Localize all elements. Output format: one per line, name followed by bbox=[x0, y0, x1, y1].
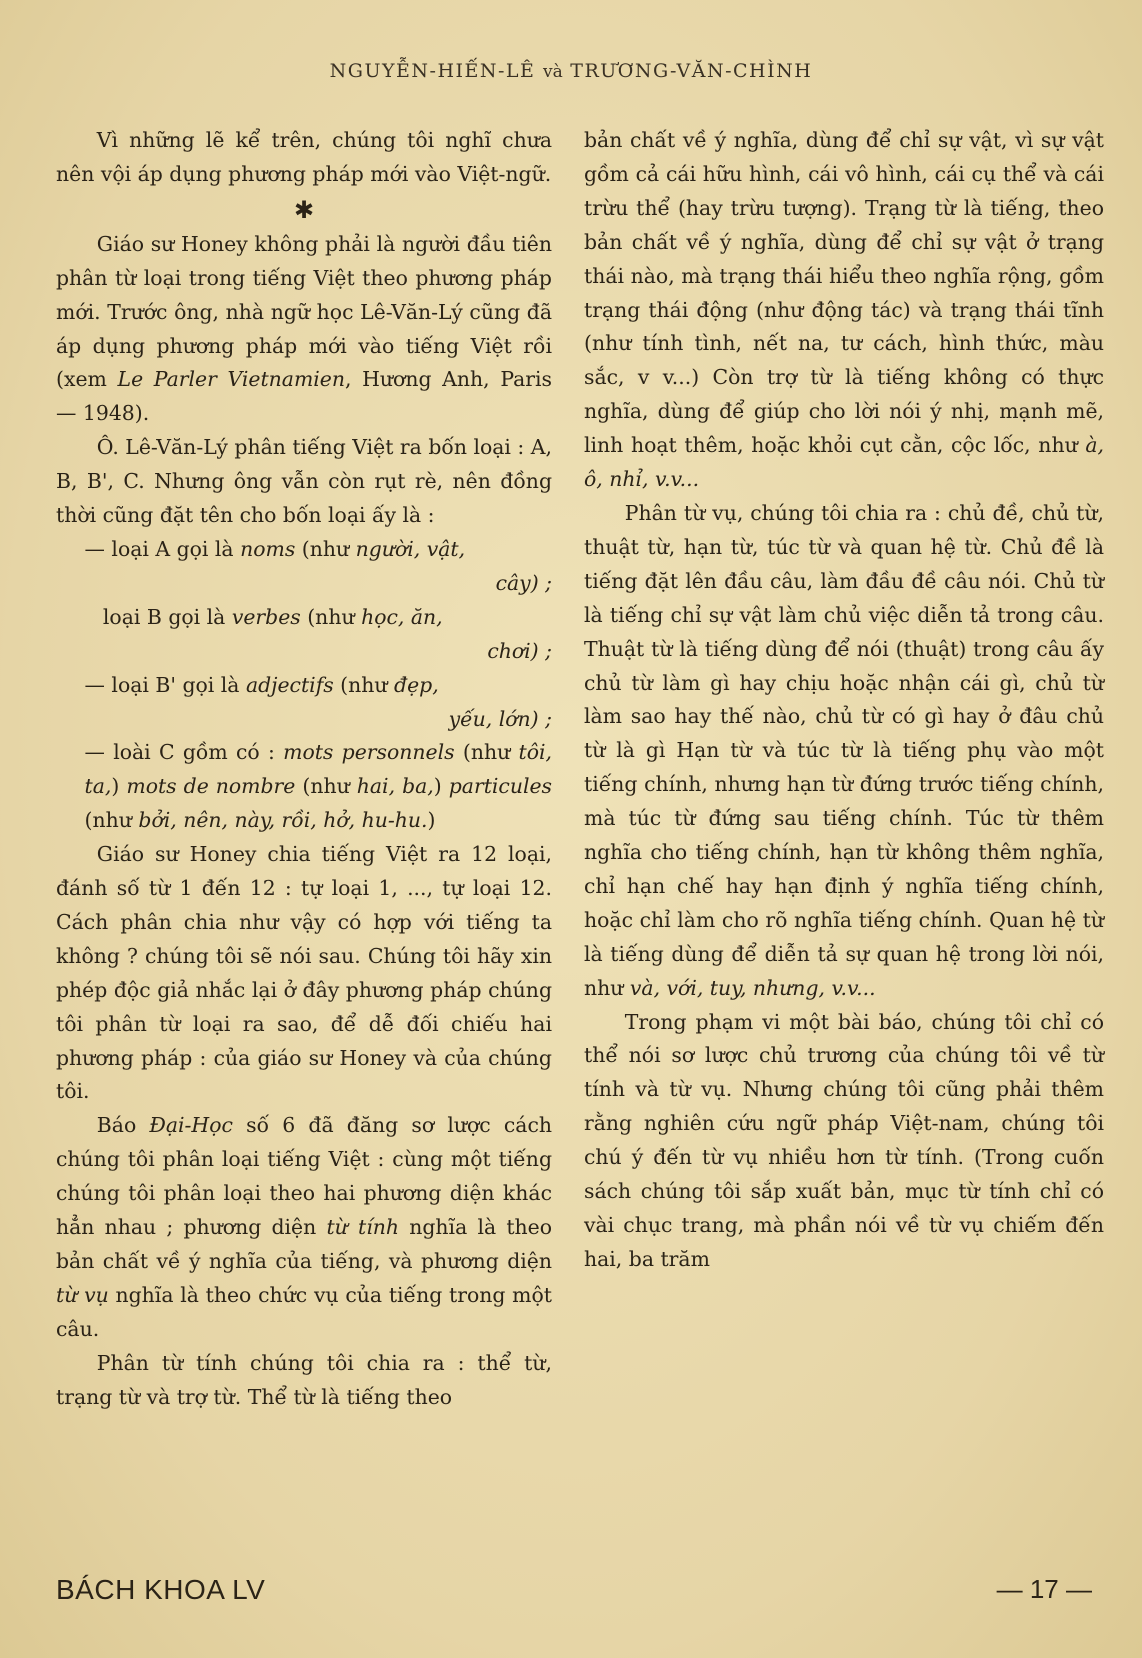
paragraph: Trong phạm vi một bài báo, chúng tôi chỉ có thể nói sơ lược chủ trương của chúng tôi về từ tính và từ vụ. Nhưng chúng tôi cũng phải thêm rằng nghiên cứu ngữ pháp Việt-nam, chúng tôi chú ý đến từ vụ nhiều hơn từ tính. (Trong cuốn sách chúng tôi sắp xuất bản, mục từ tính chỉ có vài chục trang, mà phần nói về từ vụ chiếm đến hai, ba trăm bbox=[584, 1009, 1104, 1271]
paragraph: Phân từ tính chúng tôi chia ra : thể từ, trạng từ và trợ từ. Thể từ là tiếng theo bbox=[56, 1350, 552, 1409]
paragraph: Phân từ vụ, chúng tôi chia ra : chủ đề, chủ từ, thuật từ, hạn từ, túc từ và quan hệ từ. Chủ đề là tiếng đặt lên đầu câu, làm đầu đề câu nói. Chủ từ là tiếng chỉ sự vật làm chủ việc diễn tả trong câu. Thuật từ là tiếng dùng để nói (thuật) trong câu ấy chủ từ làm gì hay chịu hoặc nhận cái gì, chủ từ làm sao hay thế nào, chủ từ có gì hay ở đâu chủ từ là gì Hạn từ và túc từ là tiếng phụ vào một tiếng chính, nhưng hạn từ đứng trước tiếng chính, mà túc từ đứng sau tiếng chính. Túc từ thêm nghĩa cho tiếng chính, hạn từ không thêm nghĩa, chỉ hạn chế hay hạn định ý nghĩa tiếng chính, hoặc chỉ làm cho rõ nghĩa tiếng chính. Quan hệ từ là tiếng dùng để diễn tả sự quan hệ trong lời nói, như và, với, tuy, nhưng, v.v... bbox=[584, 500, 1104, 1000]
paragraph: Vì những lẽ kể trên, chúng tôi nghĩ chưa nên vội áp dụng phương pháp mới vào Việt-ngữ. bbox=[56, 128, 552, 186]
right-column bbox=[584, 124, 1104, 1277]
paragraph: Ô. Lê-Văn-Lý phân tiếng Việt ra bốn loại : A, B, B', C. Nhưng ông vẫn còn rụt rè, nên đồng thời cũng đặt tên cho bốn loại ấy là : bbox=[56, 435, 552, 528]
paragraph: Báo Đại-Học số 6 đã đăng sơ lược cách chúng tôi phân loại tiếng Việt : cùng một tiếng chúng tôi phân loại theo hai phương diện khác hẳn nhau ; phương diện từ tính nghĩa là theo bản chất về ý nghĩa của tiếng, và phương diện từ vụ nghĩa là theo chức vụ của tiếng trong một câu. bbox=[56, 1113, 553, 1341]
paragraph: Giáo sư Honey chia tiếng Việt ra 12 loại, đánh số từ 1 đến 12 : tự loại 1, ..., tự loại 12. Cách phân chia như vậy có hợp với tiếng ta không ? chúng tôi sẽ nói sau. Chúng tôi hãy xin phép độc giả nhắc lại ở đây phương pháp chúng tôi phân từ loại ra sao, để dễ đối chiếu hai phương pháp : của giáo sư Honey và của chúng tôi. bbox=[56, 842, 552, 1104]
header-author2: TRƯƠNG-VĂN-CHÌNH bbox=[570, 60, 813, 82]
left-column bbox=[56, 124, 552, 1415]
magazine-name: BÁCH KHOA LV bbox=[56, 1574, 266, 1605]
page-number: — 17 — bbox=[996, 1574, 1092, 1604]
list-item: — loài C gồm có : mots personnels (như tôi, ta,) mots de nombre (như hai, ba,) particules (như bởi, nên, này, rồi, hở, hu-hu.) bbox=[84, 740, 553, 833]
list-item: loại B gọi là verbes (như học, ăn, bbox=[102, 604, 443, 629]
list-item-cont: chơi) ; bbox=[487, 638, 552, 663]
list-item: — loại B' gọi là adjectifs (như đẹp, bbox=[84, 672, 439, 697]
header-conj: và bbox=[542, 62, 563, 82]
paragraph: Giáo sư Honey không phải là người đầu tiên phân từ loại trong tiếng Việt theo phương pháp mới. Trước ông, nhà ngữ học Lê-Văn-Lý cũng đã áp dụng phương pháp mới vào tiếng Việt rồi (xem Le Parler Vietnamien, Hương Anh, Paris — 1948). bbox=[56, 231, 553, 426]
list-item: — loại A gọi là noms (như người, vật, bbox=[84, 536, 466, 561]
section-star-icon: ✱ bbox=[293, 195, 315, 224]
running-header bbox=[0, 60, 1142, 82]
header-author1: NGUYỄN-HIẾN-LÊ bbox=[329, 60, 536, 82]
paragraph: bản chất về ý nghĩa, dùng để chỉ sự vật, vì sự vật gồm cả cái hữu hình, cái vô hình, cái cụ thể và cái trừu thể (hay trừu tượng). Trạng từ là tiếng, theo bản chất về ý nghĩa, dùng để chỉ sự vật ở trạng thái nào, mà trạng thái hiểu theo nghĩa rộng, gồm trạng thái động (như động tác) và trạng thái tĩnh (như tính tình, nết na, tư cách, hình thức, màu sắc, v v...) Còn trợ từ là tiếng không có thực nghĩa, dùng để giúp cho lời nói ý nhị, mạnh mẽ, linh hoạt thêm, hoặc khỏi cụt cằn, cộc lốc, như à, ô, nhỉ, v.v... bbox=[584, 128, 1104, 492]
list-item-cont: yếu, lớn) ; bbox=[448, 706, 552, 731]
list-item-cont: cây) ; bbox=[495, 570, 552, 595]
